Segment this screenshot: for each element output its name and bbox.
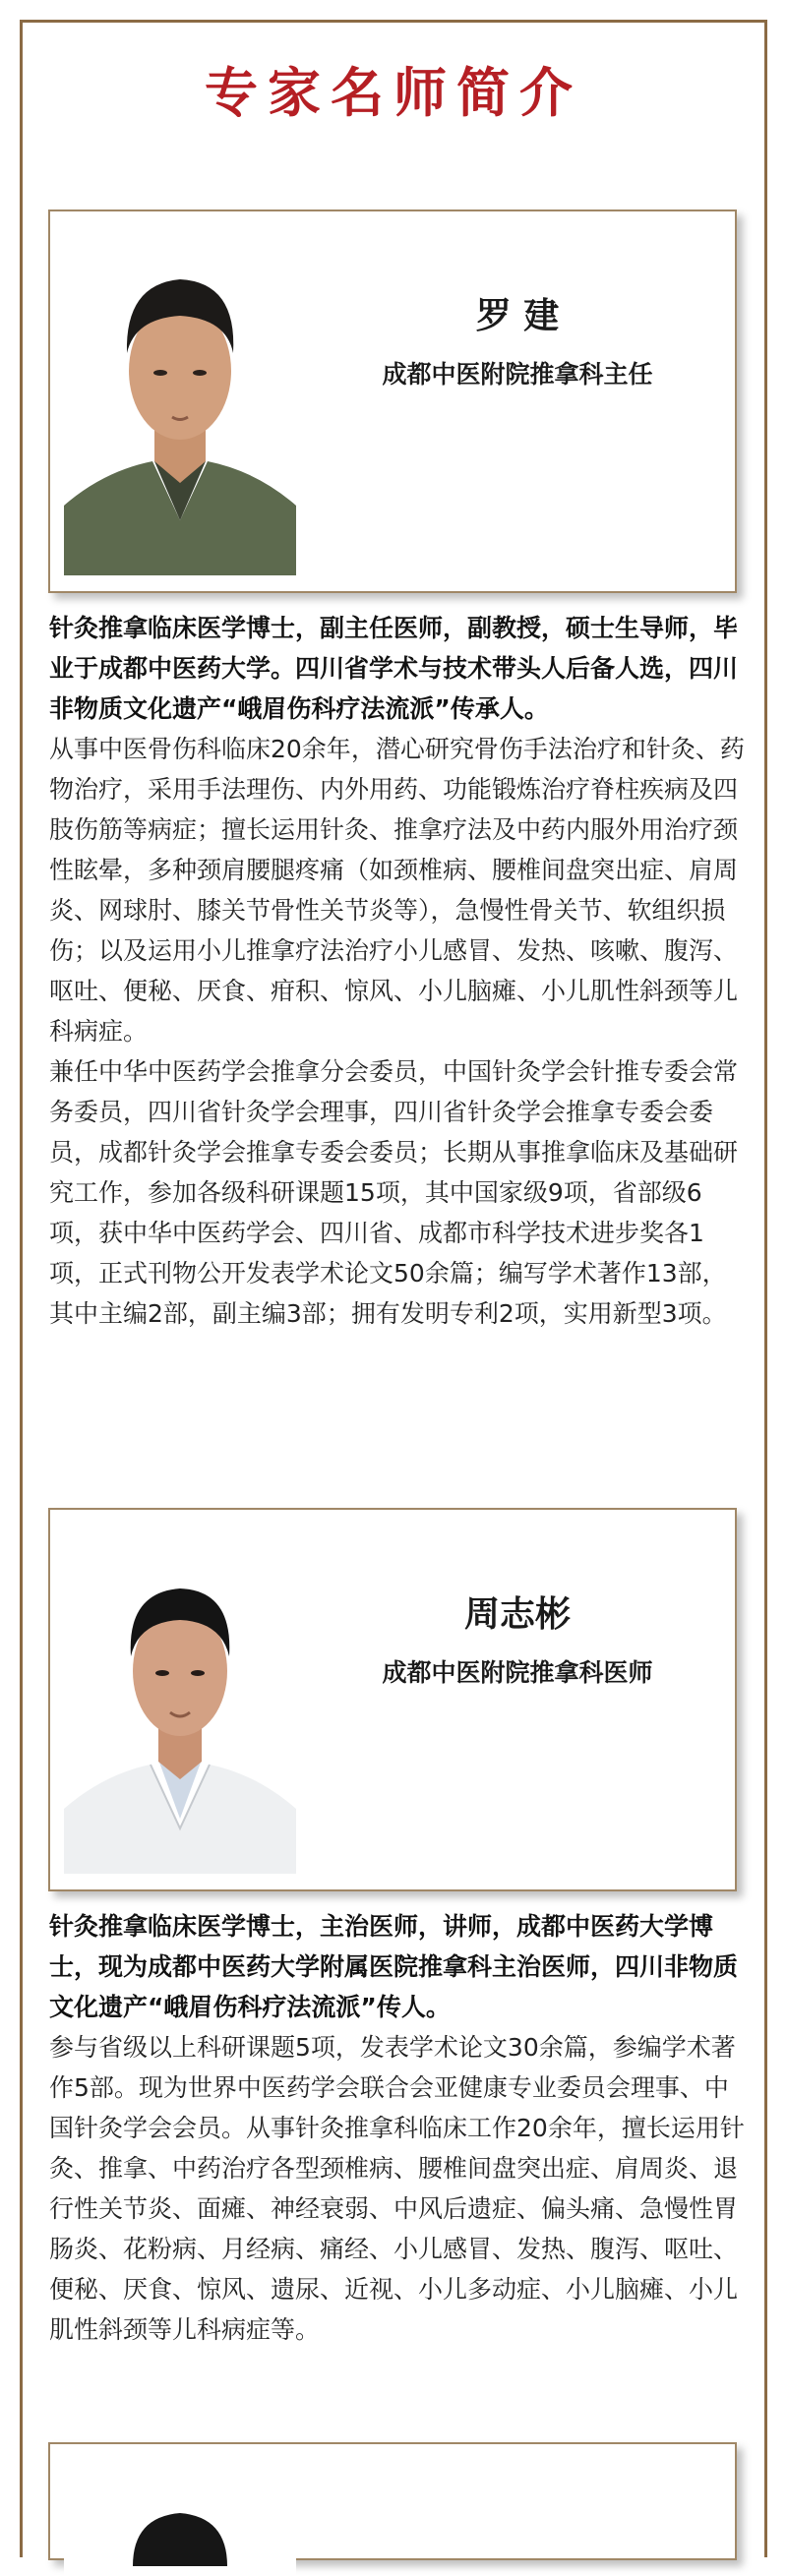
expert-role-1: 成都中医附院推拿科主任 xyxy=(382,360,653,389)
page-title: 专家名师简介 xyxy=(205,62,582,124)
expert-photo-3 xyxy=(64,2458,296,2576)
expert-card-3 xyxy=(48,2442,737,2560)
expert-name-1: 罗 建 xyxy=(475,296,560,336)
expert-photo-2 xyxy=(64,1524,296,1874)
expert-intro-1: 针灸推拿临床医学博士，副主任医师，副教授，硕士生导师，毕业于成都中医药大学。四川省学术与技术带头人后备人选，四川非物质文化遗产“峨眉伤科疗法流派”传承人。 xyxy=(49,614,739,723)
expert-bio-1 xyxy=(49,608,748,1334)
expert-name-2: 周志彬 xyxy=(463,1594,571,1635)
expert-photo-1 xyxy=(64,225,296,575)
expert-card-2 xyxy=(48,1508,737,1891)
expert-role-2: 成都中医附院推拿科医师 xyxy=(382,1658,653,1687)
expert-paragraph-2a: 参与省级以上科研课题5项，发表学术论文30余篇，参编学术著作5部。现为世界中医药学会联合会亚健康专业委员会理事、中国针灸学会会员。从事针灸推拿科临床工作20余年，擅长运用针灸、推拿、中药治疗各型颈椎病、腰椎间盘突出症、肩周炎、退行性关节炎、面瘫、神经衰弱、中风后遗症、偏头痛、急慢性胃肠炎、花粉病、月经病、痛经、小儿感冒、发热、腹泻、呕吐、便秘、厌食、惊风、遗尿、近视、小儿多动症、小儿脑瘫、小儿肌性斜颈等儿科病症等。 xyxy=(49,2033,745,2344)
expert-paragraph-1a: 从事中医骨伤科临床20余年，潜心研究骨伤手法治疗和针灸、药物治疗，采用手法理伤、内外用药、功能锻炼治疗脊柱疾病及四肢伤筋等病症；擅长运用针灸、推拿疗法及中药内服外用治疗颈性眩晕，多种颈肩腰腿疼痛（如颈椎病、腰椎间盘突出症、肩周炎、网球肘、膝关节骨性关节炎等），急慢性骨关节、软组织损伤；以及运用小儿推拿疗法治疗小儿感冒、发热、咳嗽、腹泻、呕吐、便秘、厌食、疳积、惊风、小儿脑瘫、小儿肌性斜颈等儿科病症。 xyxy=(49,735,745,1046)
expert-bio-2 xyxy=(49,1906,748,2350)
expert-intro-2: 针灸推拿临床医学博士，主治医师，讲师，成都中医药大学博士，现为成都中医药大学附属医院推拿科主治医师，四川非物质文化遗产“峨眉伤科疗法流派”传人。 xyxy=(49,1912,739,2021)
expert-paragraph-1b: 兼任中华中医药学会推拿分会委员，中国针灸学会针推专委会常务委员，四川省针灸学会理事，四川省针灸学会推拿专委会委员，成都针灸学会推拿专委会委员；长期从事推拿临床及基础研究工作，参加各级科研课题15项，其中国家级9项，省部级6项，获中华中医药学会、四川省、成都市科学技术进步奖各1项，正式刊物公开发表学术论文50余篇；编写学术著作13部，其中主编2部，副主编3部；拥有发明专利2项，实用新型3项。 xyxy=(49,1057,739,1328)
expert-card-1 xyxy=(48,210,737,593)
